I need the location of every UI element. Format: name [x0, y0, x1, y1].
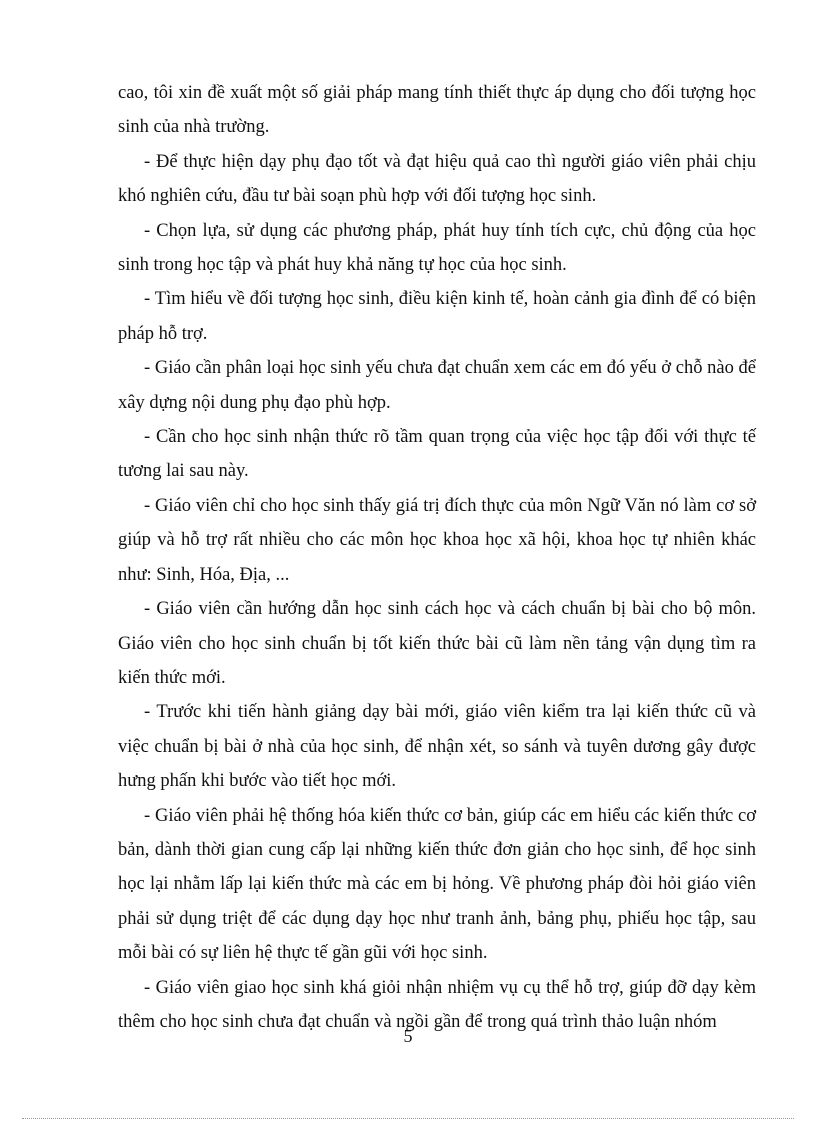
paragraph-study-guidance: - Giáo viên cần hướng dẫn học sinh cách học và cách chuẩn bị bài cho bộ môn. Giáo viên cho học sinh chuẩn bị tốt kiến thức bài cũ làm nền tảng vận dụng tìm ra kiến thức mới.: [118, 599, 756, 688]
paragraph-review-before-lesson: - Trước khi tiến hành giảng dạy bài mới, giáo viên kiểm tra lại kiến thức cũ và việc chuẩn bị bài ở nhà của học sinh, để nhận xét, so sánh và tuyên dương gây được hưng phấn khi bước vào tiết học mới.: [118, 702, 756, 792]
body-text: [118, 76, 756, 1039]
paragraph-student-background: - Tìm hiểu về đối tượng học sinh, điều kiện kinh tế, hoàn cảnh gia đình để có biện pháp hỗ trợ.: [118, 289, 756, 344]
page-number: 5: [403, 1026, 413, 1046]
footer-divider: [22, 1118, 794, 1119]
paragraph-continuation: cao, tôi xin đề xuất một số giải pháp mang tính thiết thực áp dụng cho đối tượng học sinh của nhà trường.: [118, 83, 756, 138]
paragraph-awareness: - Cần cho học sinh nhận thức rõ tầm quan trọng của việc học tập đối với thực tế tương lai sau này.: [118, 427, 756, 482]
paragraph-tutoring-effort: - Để thực hiện dạy phụ đạo tốt và đạt hiệu quả cao thì người giáo viên phải chịu khó nghiên cứu, đầu tư bài soạn phù hợp với đối tượng học sinh.: [118, 151, 756, 207]
paragraph-subject-value: - Giáo viên chỉ cho học sinh thấy giá trị đích thực của môn Ngữ Văn nó làm cơ sở giúp và hỗ trợ rất nhiều cho các môn học khoa học xã hội, khoa học tự nhiên khác như: Sinh, Hóa, Địa, ...: [118, 495, 756, 585]
paragraph-classify-students: - Giáo cần phân loại học sinh yếu chưa đạt chuẩn xem các em đó yếu ở chỗ nào để xây dựng nội dung phụ đạo phù hợp.: [118, 358, 756, 413]
paragraph-choose-methods: - Chọn lựa, sử dụng các phương pháp, phát huy tính tích cực, chủ động của học sinh trong học tập và phát huy khả năng tự học của học sinh.: [118, 220, 756, 276]
paragraph-systematize-knowledge: - Giáo viên phải hệ thống hóa kiến thức cơ bản, giúp các em hiểu các kiến thức cơ bản, dành thời gian cung cấp lại những kiến thức đơn giản cho học sinh, để học sinh học lại nhằm lấp lại kiến thức mà các em bị hỏng. Về phương pháp đòi hỏi giáo viên phải sử dụng triệt để các dụng dạy học như tranh ảnh, bảng phụ, phiếu học tập, sau mỗi bài có sự liên hệ thực tế gần gũi với học sinh.: [118, 805, 756, 964]
paragraph-peer-support: - Giáo viên giao học sinh khá giỏi nhận nhiệm vụ cụ thể hỗ trợ, giúp đỡ dạy kèm thêm cho học sinh chưa đạt chuẩn và ngồi gần để trong quá trình thảo luận nhóm: [118, 977, 756, 1032]
